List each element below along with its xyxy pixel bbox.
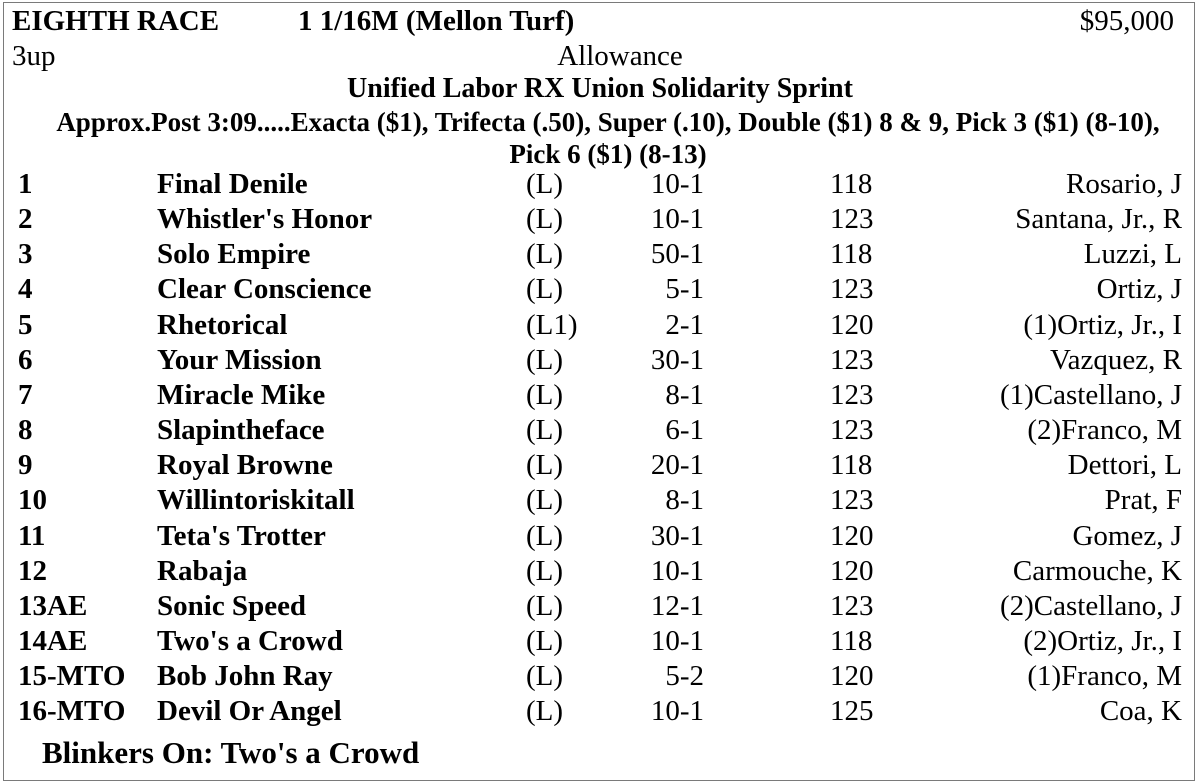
entry-jockey: Dettori, L <box>1067 449 1182 482</box>
entry-horse-name: Bob John Ray <box>157 660 333 693</box>
entry-medication: (L) <box>526 238 564 271</box>
blinkers-note: Blinkers On: Two's a Crowd <box>42 735 420 770</box>
entry-row <box>0 343 1200 378</box>
entry-jockey: (2)Ortiz, Jr., I <box>1023 625 1182 657</box>
entry-post-position: 5 <box>18 308 33 341</box>
entry-jockey: (2)Franco, M <box>1027 414 1182 446</box>
entry-weight: 123 <box>830 343 874 376</box>
entry-medication: (L) <box>526 414 564 446</box>
entry-morning-line-odds: 10-1 <box>650 554 704 587</box>
entry-row <box>0 659 1200 694</box>
entry-row <box>0 624 1200 659</box>
entry-medication: (L) <box>526 519 564 552</box>
entry-morning-line-odds: 10-1 <box>650 203 704 236</box>
entry-jockey: Luzzi, L <box>1083 238 1182 271</box>
entry-horse-name: Clear Conscience <box>157 273 372 306</box>
entry-post-position: 15-MTO <box>18 660 126 693</box>
entry-horse-name: Teta's Trotter <box>157 519 326 552</box>
entry-jockey: Gomez, J <box>1072 519 1182 552</box>
entry-jockey: Vazquez, R <box>1049 343 1182 376</box>
entry-post-position: 7 <box>18 378 33 411</box>
entry-post-position: 1 <box>18 168 33 200</box>
race-name: Unified Labor RX Union Solidarity Sprint <box>347 73 853 104</box>
entry-medication: (L) <box>526 203 564 236</box>
entry-weight: 123 <box>830 273 874 306</box>
entry-morning-line-odds: 10-1 <box>650 168 704 200</box>
entry-horse-name: Royal Browne <box>157 449 333 482</box>
entry-post-position: 8 <box>18 414 33 446</box>
entry-horse-name: Your Mission <box>157 343 322 376</box>
entry-horse-name: Willintoriskitall <box>157 484 355 517</box>
race-distance: 1 1/16M (Mellon Turf) <box>298 5 575 37</box>
entry-weight: 125 <box>830 695 874 728</box>
entry-weight: 118 <box>830 625 873 657</box>
entry-post-position: 9 <box>18 449 33 482</box>
entry-weight: 120 <box>830 660 874 693</box>
entry-medication: (L) <box>526 554 564 587</box>
entry-row <box>0 694 1200 729</box>
entry-row <box>0 308 1200 343</box>
entry-horse-name: Miracle Mike <box>157 378 326 411</box>
entry-post-position: 2 <box>18 203 33 236</box>
entry-post-position: 4 <box>18 273 33 306</box>
entry-weight: 123 <box>830 203 874 236</box>
entry-horse-name: Two's a Crowd <box>157 625 343 657</box>
entry-weight: 120 <box>830 308 874 341</box>
entry-medication: (L) <box>526 273 564 306</box>
entry-medication: (L) <box>526 449 564 482</box>
race-type: Allowance <box>557 40 683 72</box>
entry-jockey: Coa, K <box>1099 695 1182 728</box>
entry-row <box>0 237 1200 272</box>
entry-horse-name: Whistler's Honor <box>157 203 373 236</box>
entry-medication: (L) <box>526 695 564 728</box>
entry-post-position: 6 <box>18 343 33 376</box>
entry-weight: 123 <box>830 378 874 411</box>
entry-horse-name: Final Denile <box>157 168 308 200</box>
entry-row <box>0 167 1200 202</box>
entry-post-position: 13AE <box>18 589 88 622</box>
entry-row <box>0 483 1200 518</box>
entry-row <box>0 378 1200 413</box>
entry-post-position: 11 <box>18 519 46 552</box>
entry-weight: 123 <box>830 589 874 622</box>
entry-morning-line-odds: 5-1 <box>665 273 704 306</box>
entry-morning-line-odds: 30-1 <box>650 519 704 552</box>
entry-weight: 120 <box>830 519 874 552</box>
entry-row <box>0 202 1200 237</box>
entry-morning-line-odds: 12-1 <box>650 589 704 622</box>
entry-morning-line-odds: 20-1 <box>650 449 704 482</box>
entry-morning-line-odds: 10-1 <box>650 625 704 657</box>
entry-medication: (L) <box>526 168 564 200</box>
entry-jockey: (2)Castellano, J <box>999 589 1182 622</box>
entry-row <box>0 272 1200 307</box>
entry-weight: 120 <box>830 554 874 587</box>
entry-medication: (L) <box>526 625 564 657</box>
entry-horse-name: Slapintheface <box>157 414 325 446</box>
entry-jockey: (1)Ortiz, Jr., I <box>1023 308 1182 341</box>
entry-medication: (L) <box>526 484 564 517</box>
entry-post-position: 12 <box>18 554 47 587</box>
entry-morning-line-odds: 6-1 <box>665 414 704 446</box>
entry-jockey: Santana, Jr., R <box>1015 203 1182 236</box>
entry-horse-name: Rhetorical <box>157 308 288 341</box>
entry-medication: (L) <box>526 660 564 693</box>
entry-morning-line-odds: 5-2 <box>665 660 704 693</box>
entry-row <box>0 448 1200 483</box>
entry-post-position: 3 <box>18 238 33 271</box>
race-number: EIGHTH RACE <box>12 5 220 37</box>
entry-medication: (L) <box>526 343 564 376</box>
entry-weight: 118 <box>830 238 873 271</box>
entry-jockey: Ortiz, J <box>1096 273 1182 306</box>
wager-info: Approx.Post 3:09.....Exacta ($1), Trifecta (.50), Super (.10), Double ($1) 8 & 9, Pick 3 ($1) (8-10), Pick 6 ($1) (8-13) <box>56 107 1160 169</box>
entry-post-position: 14AE <box>18 625 88 657</box>
entry-post-position: 16-MTO <box>18 695 126 728</box>
entry-weight: 118 <box>830 449 873 482</box>
entry-horse-name: Devil Or Angel <box>157 695 342 728</box>
entry-morning-line-odds: 8-1 <box>665 484 704 517</box>
entry-horse-name: Rabaja <box>157 554 248 587</box>
entry-jockey: (1)Franco, M <box>1027 660 1182 693</box>
entry-row <box>0 554 1200 589</box>
entry-row <box>0 519 1200 554</box>
entry-medication: (L) <box>526 589 564 622</box>
entry-morning-line-odds: 2-1 <box>665 308 704 341</box>
entry-row <box>0 413 1200 448</box>
entry-morning-line-odds: 50-1 <box>650 238 704 271</box>
entry-weight: 118 <box>830 168 873 200</box>
entry-row <box>0 589 1200 624</box>
age-restriction: 3up <box>12 40 56 72</box>
entry-medication: (L) <box>526 378 564 411</box>
entry-weight: 123 <box>830 484 874 517</box>
entry-jockey: Rosario, J <box>1066 168 1182 200</box>
entry-horse-name: Solo Empire <box>157 238 311 271</box>
entry-horse-name: Sonic Speed <box>157 589 307 622</box>
entry-weight: 123 <box>830 414 874 446</box>
entry-morning-line-odds: 10-1 <box>650 695 704 728</box>
entry-morning-line-odds: 30-1 <box>650 343 704 376</box>
entry-post-position: 10 <box>18 484 47 517</box>
entry-medication: (L1) <box>526 308 578 341</box>
entry-jockey: Prat, F <box>1104 484 1182 517</box>
race-purse: $95,000 <box>1079 5 1174 37</box>
entry-jockey: (1)Castellano, J <box>999 378 1182 411</box>
entry-morning-line-odds: 8-1 <box>665 378 704 411</box>
entry-jockey: Carmouche, K <box>1012 554 1182 587</box>
